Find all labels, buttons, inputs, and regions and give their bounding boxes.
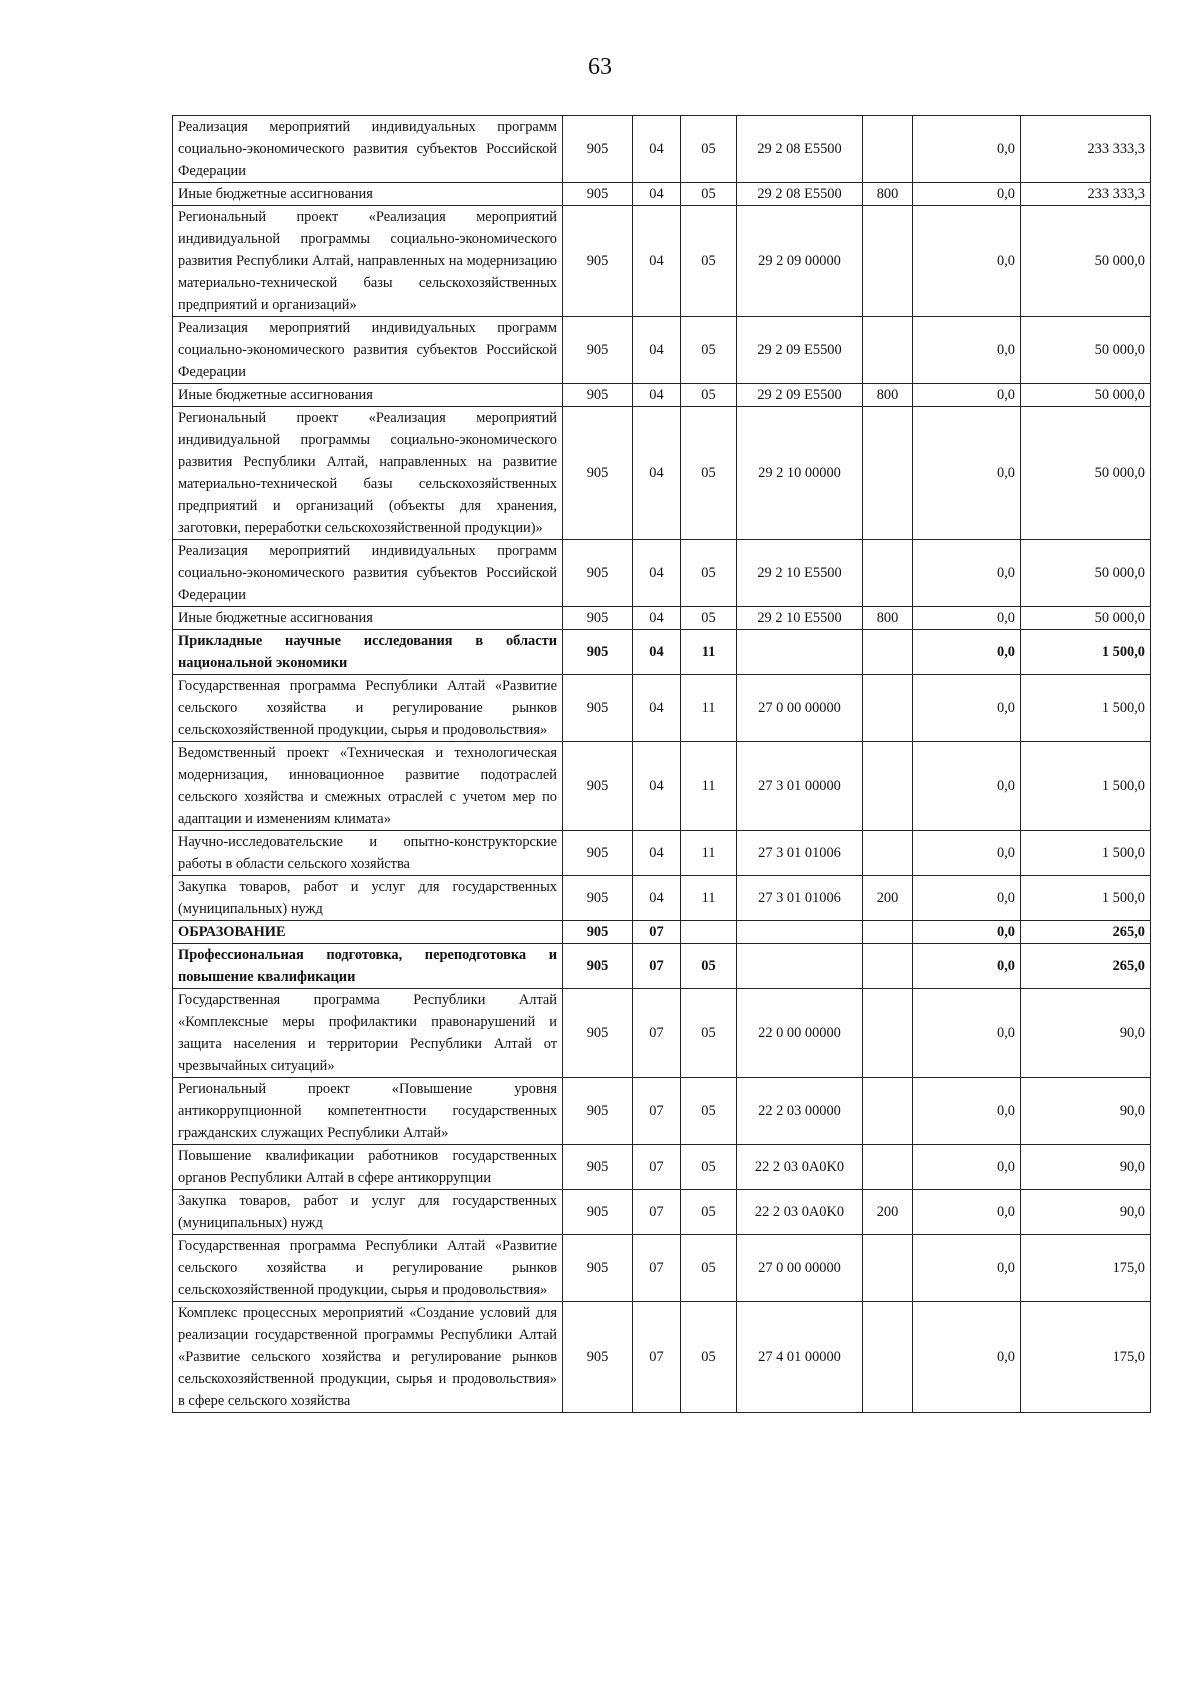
row-subsection-cell: 05	[681, 1145, 737, 1190]
table-row	[173, 630, 1151, 675]
table-row	[173, 607, 1151, 630]
row-name-cell: Государственная программа Республики Алтай «Комплексные меры профилактики правонарушений и защита населения и территории Республики Алтай от чрезвычайных ситуаций»	[173, 989, 563, 1078]
row-name-cell: Прикладные научные исследования в области национальной экономики	[173, 630, 563, 675]
row-ved-cell: 905	[563, 384, 633, 407]
row-ved-cell: 905	[563, 407, 633, 540]
row-sum-1-cell: 0,0	[913, 630, 1021, 675]
row-target-article-cell	[737, 921, 863, 944]
row-expense-type-cell	[863, 1235, 913, 1302]
row-subsection-cell: 05	[681, 1302, 737, 1413]
row-section-cell: 07	[633, 1078, 681, 1145]
row-expense-type-cell	[863, 317, 913, 384]
row-section-cell: 07	[633, 1235, 681, 1302]
table-row	[173, 989, 1151, 1078]
row-sum-1-cell: 0,0	[913, 1190, 1021, 1235]
row-expense-type-cell	[863, 944, 913, 989]
row-sum-1-cell: 0,0	[913, 1235, 1021, 1302]
row-name-cell: Региональный проект «Реализация мероприятий индивидуальной программы социально-экономического развития Республики Алтай, направленных на развитие материально-технической базы сельскохозяйственных предприятий и организаций (объекты для хранения, заготовки, переработки сельскохозяйственной продукции)»	[173, 407, 563, 540]
row-target-article-cell: 29 2 09 E5500	[737, 317, 863, 384]
row-ved-cell: 905	[563, 989, 633, 1078]
row-expense-type-cell: 200	[863, 876, 913, 921]
row-section-cell: 04	[633, 183, 681, 206]
row-expense-type-cell	[863, 1302, 913, 1413]
row-target-article-cell: 29 2 08 E5500	[737, 116, 863, 183]
row-ved-cell: 905	[563, 116, 633, 183]
row-section-cell: 04	[633, 116, 681, 183]
row-subsection-cell: 05	[681, 407, 737, 540]
row-sum-1-cell: 0,0	[913, 944, 1021, 989]
row-expense-type-cell: 800	[863, 607, 913, 630]
row-target-article-cell	[737, 630, 863, 675]
row-sum-1-cell: 0,0	[913, 1302, 1021, 1413]
row-ved-cell: 905	[563, 1078, 633, 1145]
row-name-cell: Иные бюджетные ассигнования	[173, 607, 563, 630]
row-subsection-cell: 05	[681, 944, 737, 989]
table-row	[173, 1190, 1151, 1235]
row-target-article-cell: 27 3 01 00000	[737, 742, 863, 831]
table-row	[173, 384, 1151, 407]
row-sum-2-cell: 175,0	[1021, 1235, 1151, 1302]
row-name-cell: Региональный проект «Реализация мероприятий индивидуальной программы социально-экономического развития Республики Алтай, направленных на модернизацию материально-технической базы сельскохозяйственных предприятий и организаций»	[173, 206, 563, 317]
row-ved-cell: 905	[563, 675, 633, 742]
row-sum-1-cell: 0,0	[913, 1078, 1021, 1145]
row-target-article-cell: 29 2 08 E5500	[737, 183, 863, 206]
row-expense-type-cell	[863, 407, 913, 540]
row-subsection-cell: 05	[681, 183, 737, 206]
table-row	[173, 1145, 1151, 1190]
page-number: 63	[588, 54, 612, 80]
row-sum-2-cell: 90,0	[1021, 1145, 1151, 1190]
row-subsection-cell: 11	[681, 742, 737, 831]
row-sum-2-cell: 90,0	[1021, 1190, 1151, 1235]
row-sum-2-cell: 90,0	[1021, 1078, 1151, 1145]
row-target-article-cell: 22 0 00 00000	[737, 989, 863, 1078]
row-section-cell: 07	[633, 989, 681, 1078]
row-sum-1-cell: 0,0	[913, 540, 1021, 607]
row-section-cell: 04	[633, 607, 681, 630]
row-subsection-cell: 05	[681, 1190, 737, 1235]
row-target-article-cell: 27 3 01 01006	[737, 876, 863, 921]
row-expense-type-cell	[863, 540, 913, 607]
table-row	[173, 116, 1151, 183]
table-row	[173, 1078, 1151, 1145]
row-ved-cell: 905	[563, 540, 633, 607]
row-name-cell: Комплекс процессных мероприятий «Создание условий для реализации государственной программы Республики Алтай «Развитие сельского хозяйства и регулирование рынков сельскохозяйственной продукции, сырья и продовольствия» в сфере сельского хозяйства	[173, 1302, 563, 1413]
row-name-cell: Реализация мероприятий индивидуальных программ социально-экономического развития субъектов Российской Федерации	[173, 116, 563, 183]
row-section-cell: 07	[633, 921, 681, 944]
row-ved-cell: 905	[563, 1145, 633, 1190]
row-sum-2-cell: 233 333,3	[1021, 116, 1151, 183]
row-sum-1-cell: 0,0	[913, 989, 1021, 1078]
row-sum-2-cell: 233 333,3	[1021, 183, 1151, 206]
row-section-cell: 04	[633, 540, 681, 607]
row-sum-1-cell: 0,0	[913, 317, 1021, 384]
row-expense-type-cell	[863, 831, 913, 876]
row-ved-cell: 905	[563, 1235, 633, 1302]
row-section-cell: 04	[633, 742, 681, 831]
row-section-cell: 07	[633, 1145, 681, 1190]
row-sum-1-cell: 0,0	[913, 675, 1021, 742]
table-row	[173, 540, 1151, 607]
row-sum-1-cell: 0,0	[913, 183, 1021, 206]
row-sum-2-cell: 50 000,0	[1021, 317, 1151, 384]
row-subsection-cell: 05	[681, 540, 737, 607]
table-row	[173, 407, 1151, 540]
row-sum-2-cell: 175,0	[1021, 1302, 1151, 1413]
row-ved-cell: 905	[563, 1302, 633, 1413]
row-expense-type-cell	[863, 742, 913, 831]
row-target-article-cell	[737, 944, 863, 989]
row-target-article-cell: 22 2 03 0A0K0	[737, 1190, 863, 1235]
row-section-cell: 04	[633, 876, 681, 921]
row-ved-cell: 905	[563, 742, 633, 831]
row-target-article-cell: 29 2 09 E5500	[737, 384, 863, 407]
row-expense-type-cell	[863, 116, 913, 183]
row-sum-2-cell: 50 000,0	[1021, 407, 1151, 540]
row-ved-cell: 905	[563, 1190, 633, 1235]
row-subsection-cell: 05	[681, 1235, 737, 1302]
row-name-cell: Закупка товаров, работ и услуг для государственных (муниципальных) нужд	[173, 876, 563, 921]
row-ved-cell: 905	[563, 206, 633, 317]
row-subsection-cell: 05	[681, 384, 737, 407]
row-sum-2-cell: 265,0	[1021, 921, 1151, 944]
table-row	[173, 1235, 1151, 1302]
row-sum-1-cell: 0,0	[913, 876, 1021, 921]
table-row	[173, 876, 1151, 921]
row-name-cell: Повышение квалификации работников государственных органов Республики Алтай в сфере антикоррупции	[173, 1145, 563, 1190]
row-name-cell: Ведомственный проект «Техническая и технологическая модернизация, инновационное развитие подотраслей сельского хозяйства и смежных отраслей с учетом мер по адаптации и изменениям климата»	[173, 742, 563, 831]
row-section-cell: 04	[633, 675, 681, 742]
row-subsection-cell	[681, 921, 737, 944]
row-subsection-cell: 05	[681, 116, 737, 183]
row-section-cell: 07	[633, 1190, 681, 1235]
row-target-article-cell: 29 2 10 E5500	[737, 540, 863, 607]
row-target-article-cell: 29 2 10 E5500	[737, 607, 863, 630]
row-name-cell: Государственная программа Республики Алтай «Развитие сельского хозяйства и регулирование рынков сельскохозяйственной продукции, сырья и продовольствия»	[173, 1235, 563, 1302]
table-row	[173, 742, 1151, 831]
row-sum-2-cell: 1 500,0	[1021, 675, 1151, 742]
row-target-article-cell: 27 3 01 01006	[737, 831, 863, 876]
row-name-cell: Профессиональная подготовка, переподготовка и повышение квалификации	[173, 944, 563, 989]
row-subsection-cell: 05	[681, 1078, 737, 1145]
row-sum-2-cell: 1 500,0	[1021, 831, 1151, 876]
row-section-cell: 07	[633, 944, 681, 989]
row-sum-1-cell: 0,0	[913, 1145, 1021, 1190]
row-target-article-cell: 22 2 03 0A0K0	[737, 1145, 863, 1190]
row-ved-cell: 905	[563, 876, 633, 921]
row-expense-type-cell: 800	[863, 183, 913, 206]
budget-table	[172, 115, 1151, 1413]
row-ved-cell: 905	[563, 944, 633, 989]
row-expense-type-cell: 800	[863, 384, 913, 407]
row-expense-type-cell	[863, 206, 913, 317]
row-subsection-cell: 05	[681, 206, 737, 317]
row-expense-type-cell	[863, 1145, 913, 1190]
row-section-cell: 04	[633, 317, 681, 384]
row-subsection-cell: 11	[681, 675, 737, 742]
row-name-cell: Реализация мероприятий индивидуальных программ социально-экономического развития субъектов Российской Федерации	[173, 540, 563, 607]
table-row	[173, 831, 1151, 876]
table-row	[173, 317, 1151, 384]
row-sum-2-cell: 50 000,0	[1021, 607, 1151, 630]
row-sum-2-cell: 50 000,0	[1021, 206, 1151, 317]
row-target-article-cell: 29 2 10 00000	[737, 407, 863, 540]
row-section-cell: 04	[633, 407, 681, 540]
table-row	[173, 183, 1151, 206]
row-name-cell: Научно-исследовательские и опытно-конструкторские работы в области сельского хозяйства	[173, 831, 563, 876]
table-row	[173, 1302, 1151, 1413]
row-section-cell: 04	[633, 831, 681, 876]
row-expense-type-cell: 200	[863, 1190, 913, 1235]
row-name-cell: Реализация мероприятий индивидуальных программ социально-экономического развития субъектов Российской Федерации	[173, 317, 563, 384]
row-sum-1-cell: 0,0	[913, 407, 1021, 540]
row-subsection-cell: 05	[681, 607, 737, 630]
row-target-article-cell: 27 0 00 00000	[737, 1235, 863, 1302]
row-sum-1-cell: 0,0	[913, 384, 1021, 407]
row-ved-cell: 905	[563, 183, 633, 206]
table-row	[173, 206, 1151, 317]
row-subsection-cell: 11	[681, 630, 737, 675]
row-sum-2-cell: 90,0	[1021, 989, 1151, 1078]
row-name-cell: Региональный проект «Повышение уровня антикоррупционной компетентности государственных гражданских служащих Республики Алтай»	[173, 1078, 563, 1145]
row-ved-cell: 905	[563, 630, 633, 675]
row-name-cell: Закупка товаров, работ и услуг для государственных (муниципальных) нужд	[173, 1190, 563, 1235]
row-subsection-cell: 05	[681, 989, 737, 1078]
row-ved-cell: 905	[563, 831, 633, 876]
row-sum-2-cell: 1 500,0	[1021, 630, 1151, 675]
row-expense-type-cell	[863, 921, 913, 944]
row-target-article-cell: 27 0 00 00000	[737, 675, 863, 742]
row-expense-type-cell	[863, 989, 913, 1078]
table-row	[173, 944, 1151, 989]
row-sum-2-cell: 1 500,0	[1021, 742, 1151, 831]
row-subsection-cell: 11	[681, 831, 737, 876]
row-target-article-cell: 27 4 01 00000	[737, 1302, 863, 1413]
row-name-cell: ОБРАЗОВАНИЕ	[173, 921, 563, 944]
row-sum-2-cell: 265,0	[1021, 944, 1151, 989]
row-ved-cell: 905	[563, 317, 633, 384]
row-sum-1-cell: 0,0	[913, 206, 1021, 317]
row-ved-cell: 905	[563, 921, 633, 944]
row-sum-1-cell: 0,0	[913, 607, 1021, 630]
row-name-cell: Государственная программа Республики Алтай «Развитие сельского хозяйства и регулирование рынков сельскохозяйственной продукции, сырья и продовольствия»	[173, 675, 563, 742]
row-sum-2-cell: 50 000,0	[1021, 540, 1151, 607]
row-section-cell: 04	[633, 384, 681, 407]
row-target-article-cell: 22 2 03 00000	[737, 1078, 863, 1145]
row-sum-2-cell: 1 500,0	[1021, 876, 1151, 921]
row-sum-1-cell: 0,0	[913, 921, 1021, 944]
row-sum-2-cell: 50 000,0	[1021, 384, 1151, 407]
row-sum-1-cell: 0,0	[913, 742, 1021, 831]
row-expense-type-cell	[863, 1078, 913, 1145]
table-row	[173, 675, 1151, 742]
row-section-cell: 04	[633, 206, 681, 317]
row-name-cell: Иные бюджетные ассигнования	[173, 183, 563, 206]
row-name-cell: Иные бюджетные ассигнования	[173, 384, 563, 407]
row-target-article-cell: 29 2 09 00000	[737, 206, 863, 317]
row-subsection-cell: 05	[681, 317, 737, 384]
table-row	[173, 921, 1151, 944]
row-expense-type-cell	[863, 675, 913, 742]
row-section-cell: 04	[633, 630, 681, 675]
row-section-cell: 07	[633, 1302, 681, 1413]
row-expense-type-cell	[863, 630, 913, 675]
row-sum-1-cell: 0,0	[913, 831, 1021, 876]
row-sum-1-cell: 0,0	[913, 116, 1021, 183]
row-subsection-cell: 11	[681, 876, 737, 921]
row-ved-cell: 905	[563, 607, 633, 630]
